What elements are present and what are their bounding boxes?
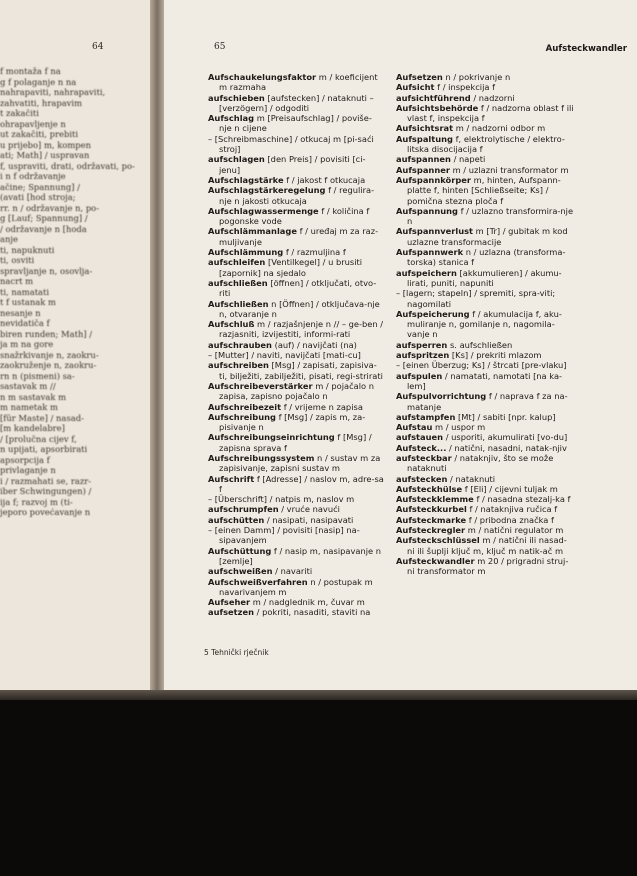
entry-definition: n / pokrivanje n (442, 72, 511, 82)
entry-headword: Aufsichtsrat (396, 123, 454, 134)
dictionary-entry (208, 206, 384, 227)
entry-definition: f / uređaj m za raz-muljivanje (219, 226, 379, 247)
left-page-line: ut zakačiti, prebiti (0, 129, 79, 139)
dictionary-entry (396, 391, 574, 412)
dictionary-entry (208, 175, 384, 185)
entry-headword: aufschreiben (208, 360, 269, 371)
entry-headword: aufsetzen (208, 607, 255, 618)
dictionary-entry (208, 257, 384, 278)
left-page-line: rr. n / održavanje n, po- (0, 202, 100, 213)
entry-definition: / vruće navući (278, 504, 340, 515)
dictionary-entry (208, 154, 384, 175)
dictionary-entry (208, 577, 384, 598)
entry-headword: Aufschreibung (208, 411, 276, 422)
entry-headword: Aufschluß (208, 319, 255, 330)
entry-definition: f / uzlazno transformira-nje n (407, 205, 574, 227)
dictionary-entry (396, 309, 574, 340)
dictionary-entry (208, 72, 384, 93)
dictionary-entry (396, 494, 574, 504)
left-page-line: rn n (pismeni) sa- (0, 370, 75, 381)
entry-definition: m / nadglednik m, čuvar m (250, 597, 365, 608)
left-page-line: f montaža f na (0, 66, 61, 76)
entry-definition: / napeti (450, 154, 486, 165)
entry-definition: m / natični ili nasad-ni ili šuplji ključ m, ključ m natik-ač m (407, 535, 567, 556)
dictionary-entry (396, 226, 574, 247)
entry-definition: f, elektrolytische / elektro-litska disocijacija f (407, 133, 565, 155)
entry-headword: Aufspannverlust (396, 226, 474, 237)
entry-headword: aufspulen (396, 370, 443, 381)
dictionary-entry (396, 247, 574, 268)
entry-definition: f / regulira-nje n jakosti otkucaja (219, 185, 375, 206)
entry-definition: [Mt] / sabiti [npr. kalup] (455, 411, 556, 422)
entry-headword: Aufspeicherung (396, 308, 470, 319)
entry-definition: [öffnen] / otključati, otvo-riti (219, 277, 377, 299)
entry-definition: [den Preis] / povisiti [ci-jenu] (219, 154, 366, 175)
left-page-line: nevidatiča f (0, 318, 50, 328)
entry-definition: – [Mutter] / naviti, navijčati [mati-cu] (208, 350, 361, 361)
left-page-line: spravljanje n, osovlja- (0, 265, 93, 276)
entry-definition: n [Öffnen] / otključava-nje n, otvaranje n (219, 298, 380, 319)
dictionary-entry (208, 432, 384, 453)
entry-headword: Aufspulvorrichtung (396, 391, 487, 402)
entry-headword: Aufsteckwandler (396, 555, 475, 566)
dictionary-entry (396, 82, 574, 92)
left-page-line: iber Schwingungen) / (0, 486, 92, 496)
dictionary-entry (208, 474, 384, 495)
left-page-line: m nametak m (0, 402, 58, 412)
entry-definition: f [Adresse] / naslov m, adre-sa f (219, 473, 384, 494)
entry-headword: aufschlagen (208, 154, 265, 165)
entry-definition: – [einen Damm] / povisiti [nasip] na-sipavanjem (208, 525, 360, 546)
entry-definition: (auf) / navijčati (na) (271, 339, 357, 350)
entry-headword: aufspeichern (396, 267, 457, 278)
left-page-line: biren runden; Math] / (0, 328, 93, 339)
entry-headword: Aufschließen (208, 298, 269, 309)
footer-signature: 5 Tehnički rječnik (204, 648, 269, 657)
entry-headword: aufschleifen (208, 257, 266, 268)
entry-headword: Aufsteckschlüssel (396, 535, 480, 546)
left-page-line: (avati [hod stroja; (0, 192, 76, 202)
entry-headword: aufschrauben (208, 339, 272, 350)
dictionary-entry (396, 360, 574, 370)
dictionary-entry (396, 422, 574, 432)
dictionary-entry (208, 278, 384, 299)
entry-definition: / nasipati, nasipavati (264, 514, 354, 525)
entry-headword: Aufschlagstärkeregelung (208, 185, 326, 196)
dictionary-entry (396, 288, 574, 309)
entry-definition: m / koeficijent m razmaha (219, 72, 378, 93)
dictionary-column-right (396, 72, 574, 577)
entry-definition: m / natični regulator m (465, 525, 564, 536)
dictionary-entry (396, 165, 574, 175)
left-page-line: t f ustanak m (0, 297, 56, 307)
dark-background (0, 700, 637, 876)
left-page-line: ti, napuknuti (0, 244, 55, 255)
dictionary-entry (208, 566, 384, 576)
entry-headword: Aufsichtsbehörde (396, 102, 479, 113)
left-page-line: u prijebo] m, kompen (0, 139, 92, 150)
left-page-line: jeporo povećavanje n (0, 507, 91, 517)
entry-definition: – [einen Überzug; Ks] / štrcati [pre-vlaku] (396, 360, 567, 371)
entry-definition: f / vrijeme n zapisa (281, 401, 363, 412)
dictionary-entry (208, 247, 384, 257)
dictionary-entry (208, 113, 384, 134)
left-page-line: i n f održavanje (0, 171, 66, 181)
dictionary-entry (208, 350, 384, 360)
entry-headword: Aufspannkörper (396, 174, 471, 185)
entry-headword: aufsteckbar (396, 452, 452, 463)
entry-headword: Aufschreibeverstärker (208, 380, 313, 391)
dictionary-entry (396, 350, 574, 360)
left-page-line: / [prolučna cijev f, (0, 433, 77, 444)
entry-headword: Aufschreibungssystem (208, 452, 315, 463)
left-page-line: ohrapavljenje n (0, 118, 66, 129)
left-page-line: ati; Math] / uspravan (0, 150, 90, 160)
left-page-line: n m sastavak m (0, 391, 67, 402)
entry-definition: m / uzlazni transformator m (449, 164, 569, 175)
dictionary-entry (396, 432, 574, 442)
left-page-line: ti, namatati (0, 286, 50, 297)
left-page-line: nahrapaviti, nahrapaviti, (0, 87, 106, 97)
entry-headword: Aufschreibungseinrichtung (208, 432, 335, 443)
entry-definition: f / nataknjiva ručica f (466, 504, 558, 515)
entry-headword: Aufspaltung (396, 133, 453, 144)
dictionary-entry (396, 72, 574, 82)
dictionary-entry (396, 484, 574, 494)
dictionary-entry (208, 515, 384, 525)
left-page-line: t zakačiti (0, 108, 39, 118)
entry-definition: m / razjašnjenje n // – ge-ben / razjasniti, izvijestiti, informi-rati (219, 319, 384, 340)
left-page-line: [m kandelabre] (0, 423, 65, 433)
left-page-line: g [Lauf; Spannung] / (0, 213, 88, 223)
entry-definition: f [Msg] / zapisna sprava f (219, 432, 372, 453)
dictionary-entry (208, 504, 384, 514)
left-page-line: nacrt m (0, 276, 34, 286)
entry-headword: Aufsetzen (396, 72, 443, 82)
entry-definition: – [Schreibmaschine] / otkucaj m [pi-saći stroj] (208, 133, 374, 155)
dictionary-entry (208, 546, 384, 567)
entry-headword: Aufsteckregler (396, 525, 466, 536)
entry-headword: Aufschreibezeit (208, 401, 282, 412)
entry-definition: f / inspekcija f (434, 82, 496, 93)
dictionary-entry (208, 319, 384, 340)
entry-definition: n / uzlazna (transforma-torska) stanica f (407, 247, 566, 268)
entry-headword: Aufschlag (208, 113, 255, 124)
dictionary-entry (396, 525, 574, 535)
entry-headword: Aufschlagwassermenge (208, 205, 319, 216)
left-page-line: nesanje n (0, 307, 41, 318)
entry-headword: Aufschrift (208, 473, 255, 484)
entry-headword: aufschütten (208, 514, 265, 525)
entry-headword: Aufsteckkurbel (396, 504, 467, 515)
dictionary-entry (396, 504, 574, 514)
entry-definition: [Ks] / prekriti mlazom (449, 350, 542, 361)
entry-definition: [akkumulieren] / akumu-lirati, puniti, napuniti (407, 267, 562, 288)
dictionary-entry (208, 381, 384, 402)
entry-headword: aufstecken (396, 473, 448, 484)
entry-definition: / navariti (272, 566, 313, 577)
entry-definition: / natični, nasadni, natak-njiv (446, 442, 567, 453)
dictionary-entry (396, 206, 574, 227)
left-page (0, 0, 152, 700)
entry-headword: Aufschüttung (208, 545, 272, 556)
dictionary-column-left (208, 72, 384, 618)
entry-definition: m 20 / prigradni struj-ni transformator m (407, 555, 569, 577)
entry-headword: Aufsteckhülse (396, 483, 463, 494)
entry-definition: / nadzorni (470, 92, 515, 103)
dictionary-entry (396, 123, 574, 133)
entry-definition: f / pribodna značka f (466, 514, 554, 525)
entry-definition: – [Überschrift] / natpis m, naslov m (208, 494, 355, 505)
entry-headword: aufschließen (208, 277, 268, 288)
left-page-line: anje (0, 234, 18, 244)
dictionary-entry (396, 474, 574, 484)
entry-headword: aufspritzen (396, 350, 450, 361)
left-page-line: ačine; Spannung] / (0, 181, 80, 192)
entry-definition: f [Msg] / zapis m, za-pisivanje n (219, 411, 366, 433)
dictionary-entry (396, 268, 574, 289)
entry-definition: f / količina f pogonske vode (219, 205, 370, 227)
dictionary-entry (396, 93, 574, 103)
dictionary-entry (208, 93, 384, 114)
entry-definition: / nataknuti (447, 473, 496, 484)
entry-definition: n / sustav m za zapisivanje, zapisni sustav m (219, 452, 381, 474)
dictionary-entry (208, 453, 384, 474)
entry-definition: m / pojačalo n zapisa, zapisno pojačalo n (219, 380, 375, 402)
entry-definition: n / postupak m navarivanjem m (219, 576, 373, 597)
left-page-line: [für Maste] / nasad- (0, 412, 84, 423)
entry-headword: Aufseher (208, 597, 251, 608)
entry-headword: Aufsteckmarke (396, 514, 467, 525)
entry-headword: Aufschlagstärke (208, 174, 284, 185)
dictionary-entry (208, 412, 384, 433)
entry-definition: / nataknjiv, što se može nataknuti (407, 452, 554, 474)
entry-headword: aufschrumpfen (208, 504, 279, 515)
dictionary-entry (396, 453, 574, 474)
entry-definition: / pokriti, nasaditi, staviti na (254, 607, 371, 618)
entry-headword: Aufsteck... (396, 442, 447, 453)
left-page-line: i / razmahati se, razr- (0, 475, 92, 486)
entry-definition: – [lagern; stapeln] / spremiti, spra-viti; nagomilati (396, 288, 556, 309)
dictionary-entry (396, 175, 574, 206)
left-page-line: apsorpcija f (0, 454, 50, 465)
entry-definition: [Msg] / zapisati, zapisiva-ti, bilježiti, zabilježiti, pisati, regi-strirati (219, 360, 383, 381)
left-page-line: zaokruženje n, zaokru- (0, 360, 97, 370)
dictionary-entry (396, 443, 574, 453)
entry-definition: m [Preisaufschlag] / poviše-nje n cijene (219, 113, 372, 134)
entry-headword: Aufsteckklemme (396, 494, 474, 505)
entry-definition: / usporiti, akumulirati [vo-du] (443, 432, 568, 443)
dictionary-entry (396, 556, 574, 577)
left-page-line: ija f; razvoj m (ti- (0, 496, 73, 507)
left-page-line: n upijati, apsorbirati (0, 444, 88, 454)
entry-definition: f / nasip m, nasipavanje n [zemlje] (219, 545, 382, 566)
entry-headword: Aufschaukelungsfaktor (208, 72, 317, 82)
left-page-number: 64 (92, 42, 104, 52)
entry-headword: aufsperren (396, 339, 448, 350)
dictionary-entry (396, 154, 574, 164)
dictionary-entry (208, 340, 384, 350)
entry-definition: m / uspor m (432, 422, 486, 433)
left-page-line: ja m na gore (0, 339, 54, 349)
left-page-line: zahvatiti, hrapavim (0, 97, 83, 108)
left-page-line: ti, osviti (0, 255, 35, 265)
dictionary-entry (396, 371, 574, 392)
dictionary-entry (396, 134, 574, 155)
entry-headword: Aufspannwerk (396, 247, 464, 258)
right-page (164, 0, 637, 700)
left-page-line: privlaganje n (0, 465, 56, 475)
entry-headword: Aufschlämmung (208, 247, 284, 258)
dictionary-entry (396, 103, 574, 124)
entry-definition: f / nadzorna oblast f ili vlast f, inspekcija f (407, 102, 574, 124)
entry-headword: Aufspannung (396, 205, 458, 216)
left-page-line: sastavak m // (0, 381, 56, 391)
entry-headword: Aufstau (396, 422, 433, 433)
dictionary-entry (208, 226, 384, 247)
running-head: Aufsteckwandler (545, 44, 627, 54)
entry-definition: m [Tr] / gubitak m kod uzlazne transformacije (407, 226, 568, 247)
entry-definition: f / jakost f otkucaja (283, 174, 366, 185)
entry-definition: [Ventilkegel] / u brusiti [zapornik] na sjedalo (219, 257, 363, 278)
entry-headword: aufstauen (396, 432, 444, 443)
entry-definition: s. aufschließen (447, 339, 513, 350)
entry-definition: m / nadzorni odbor m (453, 123, 546, 134)
left-page-line: / održavanje n [hoda (0, 223, 87, 234)
entry-definition: [aufstecken] / nataknuti – [verzögern] / odgoditi (219, 92, 374, 113)
entry-definition: f / naprava f za na-matanje (407, 391, 568, 412)
dictionary-entry (396, 412, 574, 422)
entry-definition: f / akumulacija f, aku-muliranje n, gomilanje n, nagomila-vanje n (407, 308, 562, 340)
left-page-line: g f polaganje n na (0, 76, 77, 87)
dictionary-entry (208, 134, 384, 155)
entry-headword: aufsichtführend (396, 92, 471, 103)
entry-definition: f / nasadna stezalj-ka f (473, 494, 571, 505)
entry-headword: Aufsicht (396, 82, 435, 93)
entry-definition: f [Eli] / cijevni tuljak m (462, 483, 558, 494)
dictionary-entry (208, 299, 384, 320)
dictionary-entry (208, 525, 384, 546)
entry-headword: Aufschlämmanlage (208, 226, 297, 237)
left-page-text (0, 66, 150, 518)
left-page-line: f, uspraviti, drati, održavati, po- (0, 160, 135, 171)
entry-headword: aufspannen (396, 154, 451, 165)
dictionary-entry (208, 607, 384, 617)
entry-definition: m, hinten, Aufspann-platte f, hinten [Schließseite; Ks] / pomična stezna ploča f (407, 174, 561, 206)
dictionary-entry (208, 494, 384, 504)
dictionary-entry (396, 340, 574, 350)
dictionary-entry (208, 360, 384, 381)
entry-headword: Aufschweißverfahren (208, 576, 308, 587)
entry-definition: f / razmuljina f (283, 247, 346, 258)
dictionary-entry (396, 515, 574, 525)
right-page-number: 65 (214, 42, 226, 52)
left-page-line: snažrkivanje n, zaokru- (0, 349, 99, 360)
entry-headword: Aufspanner (396, 164, 450, 175)
dictionary-entry (208, 402, 384, 412)
dictionary-entry (208, 597, 384, 607)
entry-headword: aufschieben (208, 92, 265, 103)
dictionary-entry (208, 185, 384, 206)
entry-headword: aufschweißen (208, 566, 273, 577)
entry-definition: / namatati, namotati [na ka-lem] (407, 370, 563, 391)
entry-headword: aufstampfen (396, 411, 456, 422)
dictionary-entry (396, 535, 574, 556)
